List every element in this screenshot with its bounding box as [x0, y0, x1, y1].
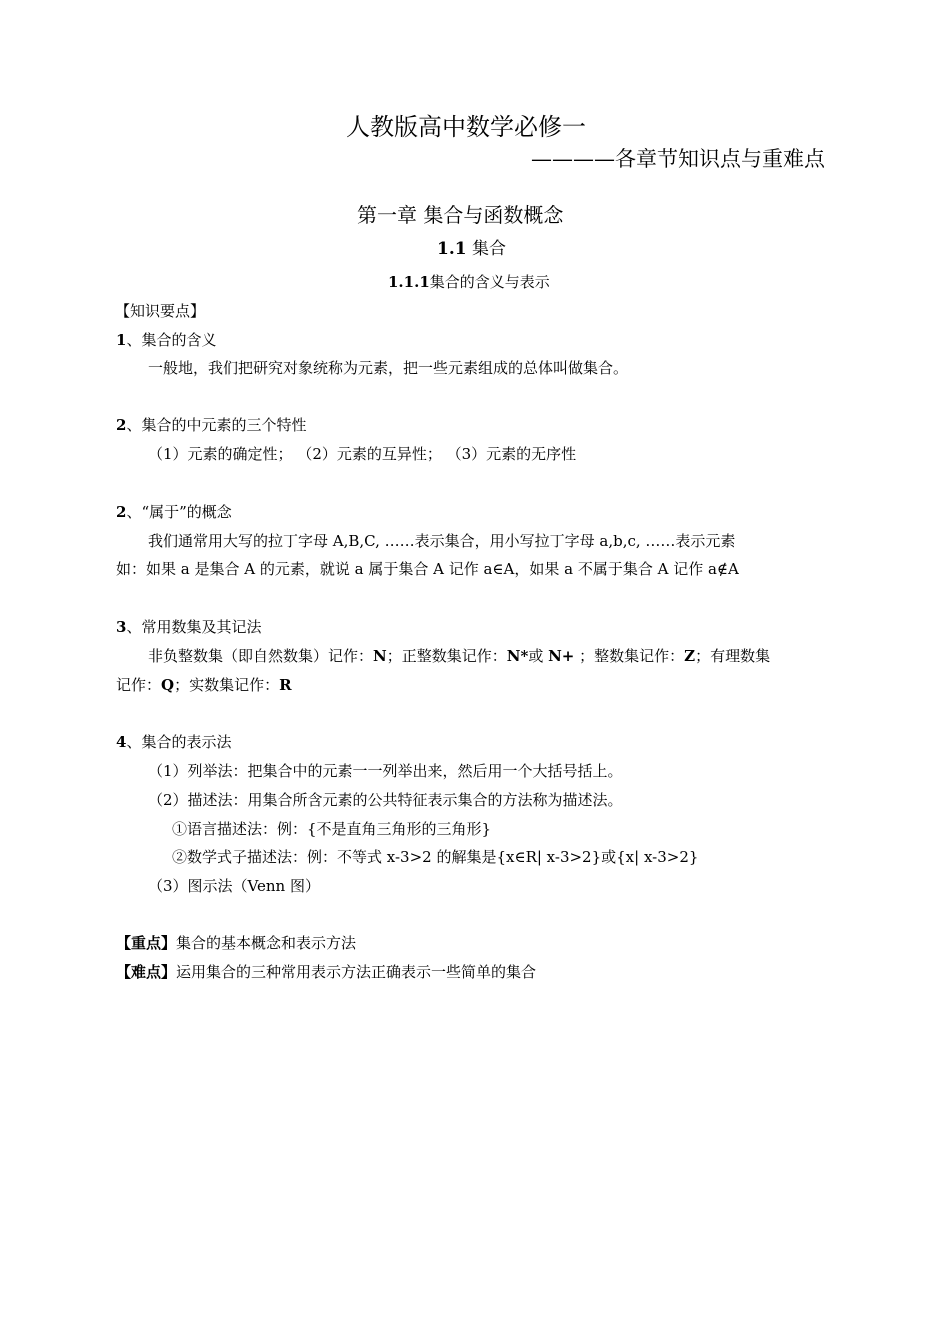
point-1-body: 一般地，我们把研究对象统称为元素，把一些元素组成的总体叫做集合。: [148, 359, 629, 377]
subsection-title: 集合的含义与表示: [429, 273, 550, 291]
point-4-item-3: （3）图示法（Venn 图）: [148, 877, 320, 895]
section-number: 1.1: [437, 239, 467, 259]
key-point-label: 【重点】: [116, 934, 177, 952]
point-3-body-2: 记作：Q；实数集记作：R: [116, 676, 292, 694]
subsection-number: 1.1.1: [388, 273, 430, 291]
difficult-point: [116, 962, 536, 982]
key-point-text: 集合的基本概念和表示方法: [176, 934, 357, 952]
subsection-heading: [388, 272, 550, 292]
key-point: [116, 933, 356, 953]
point-4-item-2: （2）描述法：用集合所含元素的公共特征表示集合的方法称为描述法。: [148, 791, 623, 809]
point-3-body-1: 非负整数集（即自然数集）记作：N；正整数集记作：N*或 N+ ；整数集记作：Z；有理数集: [148, 647, 771, 665]
doc-title: 人教版高中数学必修一: [346, 113, 586, 141]
difficult-point-label: 【难点】: [116, 963, 177, 981]
difficult-point-text: 运用集合的三种常用表示方法正确表示一些简单的集合: [176, 963, 537, 981]
point-2b-body-1: 我们通常用大写的拉丁字母 A,B,C, ……表示集合，用小写拉丁字母 a,b,c, ……表示元素: [148, 532, 736, 550]
point-4-item-2b: ②数学式子描述法：例：不等式 x-3>2 的解集是{x∈R| x-3>2}或{x| x-3>2}: [172, 848, 699, 866]
point-2-heading: 2、集合的中元素的三个特性: [116, 416, 307, 434]
section-title: 集合: [466, 239, 506, 259]
point-4-heading: 4、集合的表示法: [116, 733, 232, 751]
point-4-item-1: （1）列举法：把集合中的元素一一列举出来，然后用一个大括号括上。: [148, 762, 623, 780]
point-2b-heading: 2、“属于”的概念: [116, 503, 232, 521]
point-4-item-2a: ①语言描述法：例：{不是直角三角形的三角形}: [172, 820, 492, 838]
point-2b-body-2: 如：如果 a 是集合 A 的元素，就说 a 属于集合 A 记作 a∈A，如果 a 不属于集合 A 记作 a∉A: [116, 560, 739, 578]
doc-subtitle: ————各章节知识点与重难点: [531, 147, 825, 171]
chapter-heading: 第一章 集合与函数概念: [357, 203, 564, 227]
point-1-heading: 1、集合的含义: [116, 331, 217, 349]
point-3-heading: 3、常用数集及其记法: [116, 618, 262, 636]
point-2-body: （1）元素的确定性； （2）元素的互异性； （3）元素的无序性: [148, 445, 577, 463]
section-heading: [437, 238, 506, 260]
knowledge-points-header: 【知识要点】: [115, 302, 206, 320]
